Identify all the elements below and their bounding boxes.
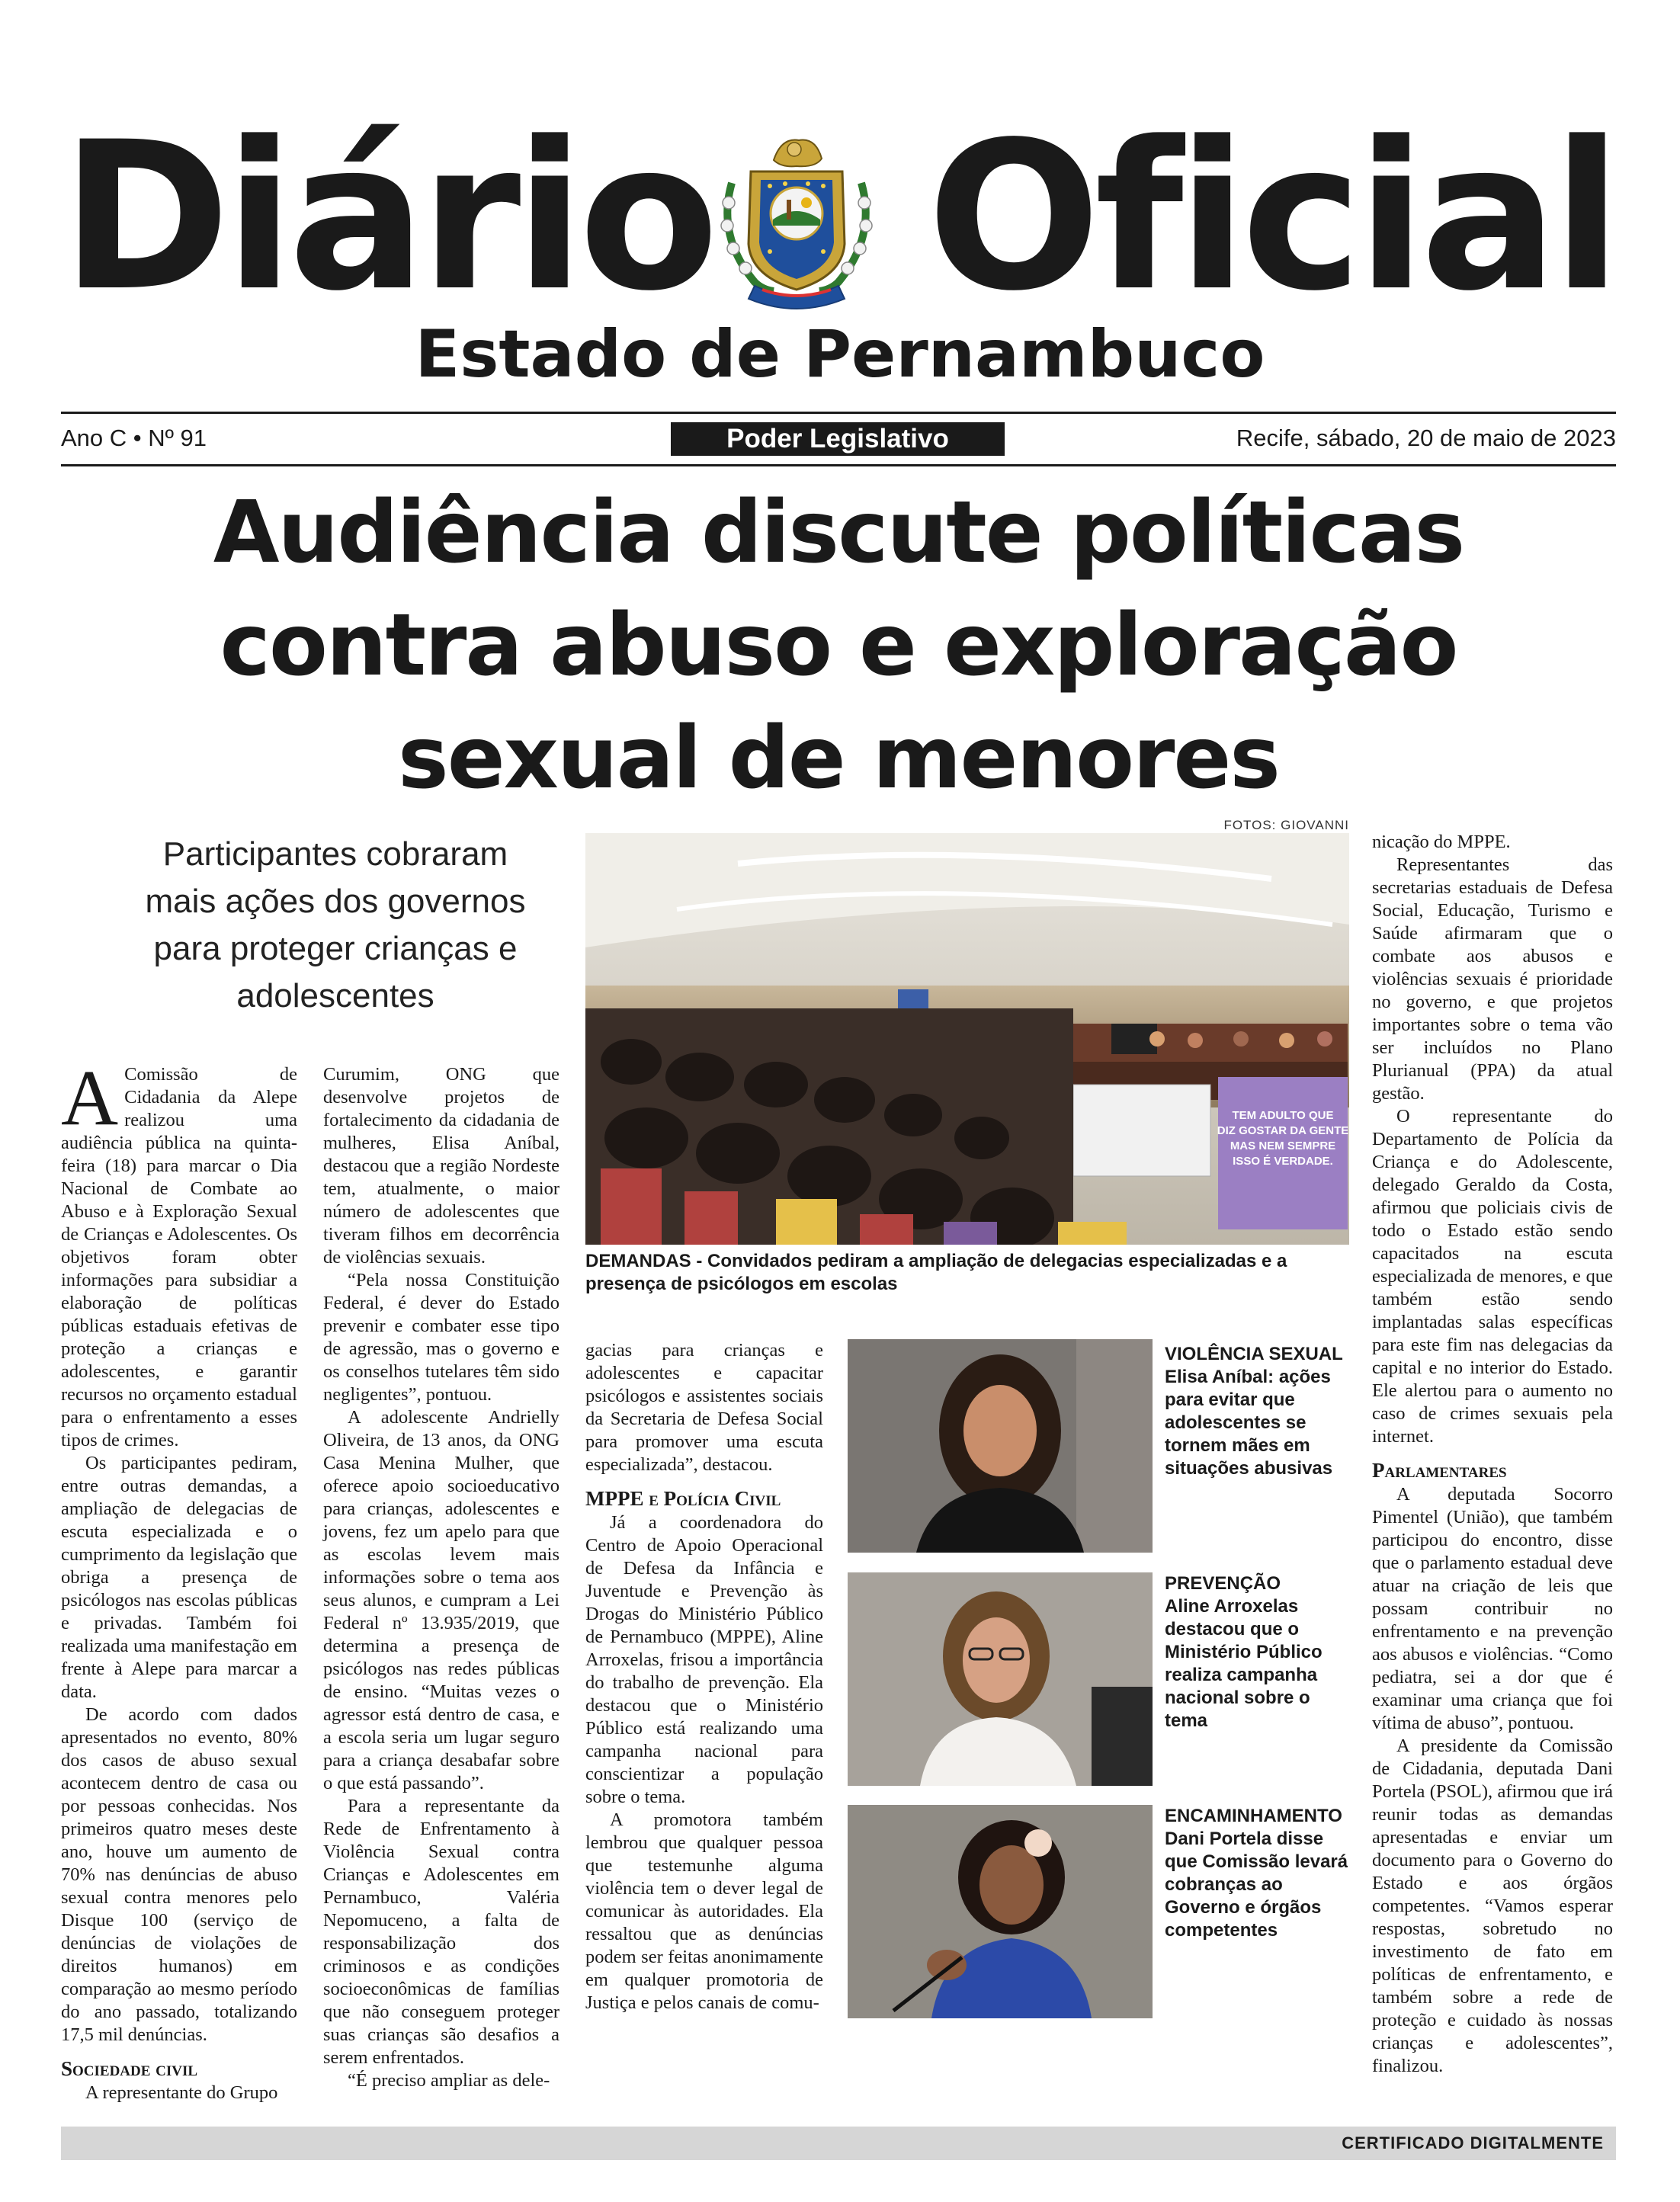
dropcap: A [61, 1054, 119, 1142]
masthead-subtitle: Estado de Pernambuco [415, 316, 1265, 393]
digital-certificate-label: CERTIFICADO DIGITALMENTE [1342, 2133, 1604, 2152]
caption-label: DEMANDAS - [585, 1251, 703, 1271]
headline-line: Audiência discute políticas [213, 483, 1464, 582]
edition-number: Ano C • Nº 91 [61, 425, 207, 451]
side-caption-text: Dani Portela disse que Comissão levará cobranças ao Governo e órgãos competentes [1165, 1829, 1348, 1941]
side-caption-label: VIOLÊNCIA SEXUAL [1165, 1344, 1343, 1364]
section-heading: MPPE e Polícia Civil [585, 1487, 781, 1510]
paragraph: A adolescente Andrielly Oliveira, de 13 anos, da ONG Casa Menina Mulher, que oferece apoio socioeducativo para crianças, adolescentes e jovens, fez um apelo para que as escolas levem mais informações sobre o tema aos seus alunos, e cumpram a Lei Federal nº 13.935/2019, que determina a presença de psicólogos nas redes públicas de ensino. “Muitas vezes o agressor está dentro de casa, e a escola seria um lugar seguro para a criança desabafar sobre o que está passando”. [323, 1407, 559, 1793]
paragraph: Para a representante da Rede de Enfrentamento à Violência Sexual contra Crianças e Adolescentes em Pernambuco, Valéria Nepomuceno, a falta de responsabilização dos criminosos e as condições socioeconômicas de famílias que não conseguem proteger suas crianças são desafios a serem enfrentados. [323, 1796, 559, 2068]
bottom-rule [61, 464, 1616, 466]
paragraph: De acordo com dados apresentados no evento, 80% dos casos de abuso sexual acontecem dentro de casa ou por pessoas conhecidas. Nos primeiros quatro meses deste ano, houve um aumento de 70% nas denúncias de abuso sexual contra menores pelo Disque 100 (serviço de denúncias de violações de direitos humanos) em comparação ao mesmo período do ano passado, totalizando 17,5 mil denúncias. [61, 1704, 297, 2045]
main-photo-caption [585, 1250, 1349, 1296]
side-caption-label: PREVENÇÃO [1165, 1573, 1281, 1594]
portrait-photo-aline [848, 1572, 1153, 1786]
headline-line: contra abuso e exploração [220, 596, 1457, 695]
top-rule [61, 412, 1616, 414]
footer-bar [61, 2127, 1616, 2160]
section-heading: Sociedade civil [61, 2057, 198, 2080]
side-caption-3 [1165, 1805, 1355, 1942]
issue-date: Recife, sábado, 20 de maio de 2023 [1236, 425, 1616, 451]
deck-line: Participantes cobraram [162, 835, 508, 873]
headline-line: sexual de menores [398, 709, 1279, 808]
paragraph: Comissão de Cidadania da Alepe realizou uma audiência pública na quinta-feira (18) para marcar o Dia Nacional de Combate ao Abuso e à Exploração Sexual de Crianças e Adolescentes. Os objetivos foram obter informações para subsidiar a elaboração de políticas públicas estaduais efetivas de proteção a crianças e adolescentes, e garantir recursos no orçamento estadual para o enfrentamento a esses tipos de crimes. [61, 1064, 297, 1450]
side-caption-1 [1165, 1343, 1355, 1480]
paragraph: A deputada Socorro Pimentel (União), que também participou do encontro, disse que o parlamento estadual deve atuar na criação de leis que possam contribuir no enfrentamento e na prevenção aos abusos e violências. “Como pediatra, sei a dor que é examinar uma criança que foi vítima de abuso”, pontuou. [1372, 1484, 1613, 1733]
article-column-3 [585, 1339, 823, 2014]
main-headline [61, 476, 1616, 815]
paragraph: “Pela nossa Constituição Federal, é dever do Estado prevenir e combater esse tipo de agressão, mas o governo e os conselhos tutelares têm sido negligentes”, pontuou. [323, 1270, 559, 1405]
paragraph: gacias para crianças e adolescentes e capacitar psicólogos e assistentes sociais da Secretaria de Defesa Social para promover uma escuta especializada”, destacou. [585, 1340, 823, 1475]
side-caption-label: ENCAMINHAMENTO [1165, 1806, 1342, 1826]
caption-text: Convidados pediram a ampliação de delegacias especializadas e a presença de psicólogos em escolas [585, 1251, 1287, 1294]
paragraph: Representantes das secretarias estaduais de Defesa Social, Educação, Turismo e Saúde afirmaram que o combate aos abusos e violências sexuais é prioridade no governo, e que projetos importantes sobre o tema vão ser incluídos no Plano Plurianual (PPA) da atual gestão. [1372, 854, 1613, 1104]
paragraph: Já a coordenadora do Centro de Apoio Operacional de Defesa da Infância e Juventude e Prevenção às Drogas do Ministério Público de Pernambuco (MPPE), Aline Arroxelas, frisou a importância do trabalho de prevenção. Ela destacou que o Ministério Público está realizando uma campanha nacional para conscientizar a população sobre o tema. [585, 1512, 823, 1807]
article-column-4 [1372, 831, 1613, 2078]
pernambuco-coat-of-arms-icon [709, 130, 884, 313]
side-caption-2 [1165, 1572, 1355, 1732]
paragraph: A promotora também lembrou que qualquer pessoa que testemunhe alguma violência tem o dever legal de comunicar às autoridades. Ela ressaltou que as denúncias podem ser feitas anonimamente em qualquer promotoria de Justiça e pelos canais de comu- [585, 1809, 823, 2013]
main-photo [585, 833, 1349, 1245]
paragraph: A representante do Grupo [85, 2082, 278, 2103]
paragraph: A presidente da Comissão de Cidadania, deputada Dani Portela (PSOL), afirmou que irá reunir todas as demandas apresentadas e enviar um documento para o Governo do Estado e aos órgãos competentes. “Vamos esperar respostas, sobretudo no investimento de fato em políticas de enfrentamento, e também sobre a rede de proteção e cuidado às nossas crianças e adolescentes”, finalizou. [1372, 1736, 1613, 2076]
paragraph: Os participantes pediram, entre outras demandas, a ampliação de delegacias de escuta especializada e o cumprimento da legislação que obriga a presença de psicólogos nas escolas públicas e privadas. Também foi realizada uma manifestação em frente à Alepe para marcar a data. [61, 1453, 297, 1702]
auditorium-illustration [585, 833, 1349, 1245]
paragraph: nicação do MPPE. [1372, 832, 1511, 852]
article-column-1 [61, 1054, 297, 2104]
deck-line: mais ações dos governos [145, 883, 526, 920]
deck-line: para proteger crianças e [153, 930, 518, 967]
side-caption-text: Elisa Aníbal: ações para evitar que adolescentes se tornem mães em situações abusivas [1165, 1367, 1333, 1479]
side-caption-text: Aline Arroxelas destacou que o Ministério Público realiza campanha nacional sobre o tema [1165, 1596, 1323, 1731]
photo-credit: FOTOS: GIOVANNI [1223, 818, 1349, 832]
masthead [61, 98, 1616, 336]
section-heading: Parlamentares [1372, 1459, 1507, 1482]
portrait-illustration [848, 1572, 1153, 1786]
portrait-illustration [848, 1339, 1153, 1553]
deck [84, 831, 587, 1020]
issue-bar [61, 418, 1616, 459]
paragraph: Curumim, ONG que desenvolve projetos de fortalecimento da cidadania de mulheres, Elisa Aníbal, destacou que a região Nordeste tem, atualmente, o maior número de adolescentes que tiveram filhos em decorrência de violências sexuais. [323, 1064, 559, 1268]
portrait-illustration [848, 1805, 1153, 2018]
section-badge: Poder Legislativo [671, 422, 1005, 456]
masthead-title-right: Oficial [927, 98, 1616, 336]
banner-text: TEM ADULTO QUE DIZ GOSTAR DA GENTE MAS NEM SEMPRE ISSO É VERDADE. [1217, 1109, 1349, 1168]
masthead-title-left: Diário [61, 98, 713, 336]
paragraph: O representante do Departamento de Polícia da Criança e do Adolescente, delegado Geraldo da Costa, afirmou que policiais civis de todo o Estado estão sendo capacitados na escuta especializada de menores, e que também estão sendo implantadas salas específicas para este fim nas delegacias da capital e no interior do Estado. Ele alertou para o aumento no caso de crimes sexuais pela internet. [1372, 1106, 1613, 1447]
deck-line: adolescentes [236, 977, 434, 1014]
portrait-photo-elisa [848, 1339, 1153, 1553]
portrait-photo-dani [848, 1805, 1153, 2018]
paragraph: “É preciso ampliar as dele- [348, 2070, 550, 2091]
article-column-2 [323, 1063, 559, 2092]
